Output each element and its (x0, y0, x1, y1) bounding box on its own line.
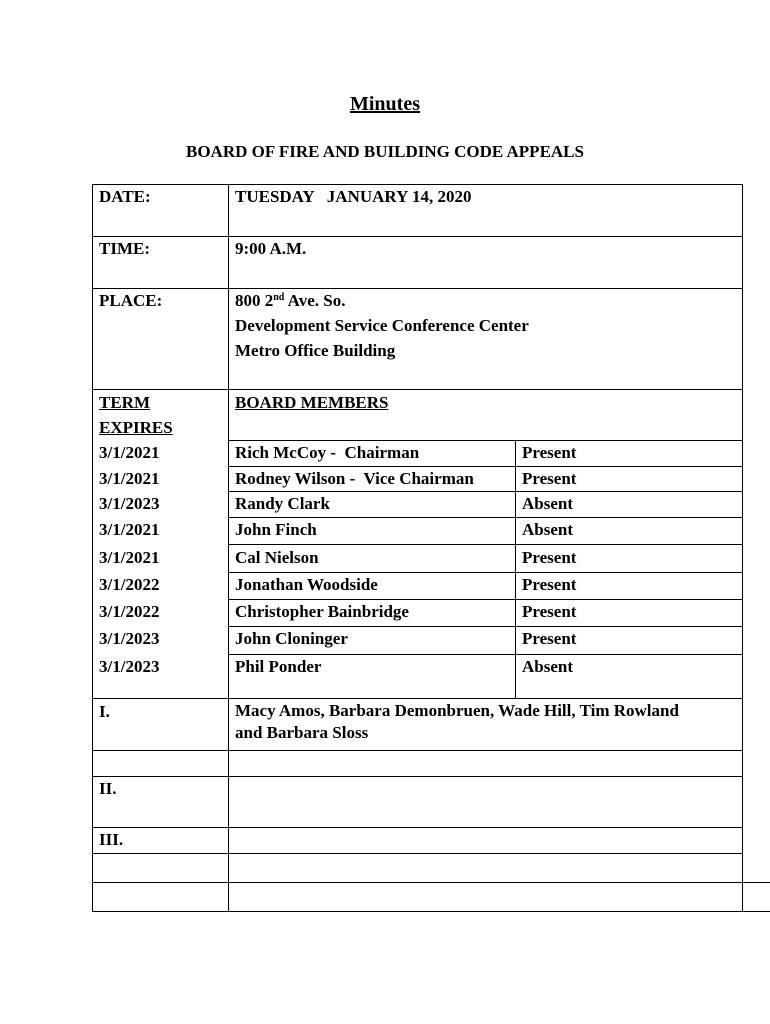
document-subtitle: BOARD OF FIRE AND BUILDING CODE APPEALS (186, 142, 584, 161)
member-name: Phil Ponder (235, 657, 322, 676)
place-address-street: Ave. So. (284, 291, 346, 310)
member-name: John Cloninger (235, 629, 348, 648)
place-address (228, 288, 742, 313)
term-expires-header (92, 390, 228, 440)
section-3-label: III. (99, 830, 124, 849)
member-name: Cal Nielson (235, 548, 319, 567)
term-header-line1: TERM (99, 393, 150, 412)
member-name: Christopher Bainbridge (235, 602, 409, 621)
time-label: TIME: (99, 239, 150, 258)
member-name: Jonathan Woodside (235, 575, 378, 594)
place-address-number: 800 2 (235, 291, 274, 310)
member-name: Randy Clark (235, 494, 330, 513)
place-building: Metro Office Building (235, 341, 396, 360)
member-term: 3/1/2022 (99, 602, 160, 621)
member-term: 3/1/2021 (99, 443, 160, 462)
place-address-ordinal: nd (273, 292, 285, 303)
section-1-label: I. (99, 702, 110, 721)
place-venue: Development Service Conference Center (235, 316, 529, 335)
member-status: Absent (522, 494, 574, 513)
member-status: Present (522, 602, 577, 621)
section-1-text-line1: Macy Amos, Barbara Demonbruen, Wade Hill, Tim Rowland (235, 701, 679, 720)
member-status: Present (522, 548, 577, 567)
time-value: 9:00 A.M. (235, 239, 307, 258)
board-members-header: BOARD MEMBERS (235, 393, 389, 412)
member-term: 3/1/2023 (99, 657, 160, 676)
term-header-line2: EXPIRES (99, 418, 173, 437)
member-term: 3/1/2021 (99, 548, 160, 567)
member-status: Present (522, 443, 577, 462)
member-name: John Finch (235, 520, 317, 539)
member-term: 3/1/2022 (99, 575, 160, 594)
member-term: 3/1/2023 (99, 629, 160, 648)
member-name: Rodney Wilson - Vice Chairman (235, 469, 474, 488)
section-1-text-line2: and Barbara Sloss (235, 723, 369, 742)
member-term: 3/1/2023 (99, 494, 160, 513)
member-status: Absent (522, 520, 574, 539)
member-term: 3/1/2021 (99, 520, 160, 539)
member-status: Present (522, 469, 577, 488)
document-title: Minutes (350, 93, 420, 115)
member-name: Rich McCoy - Chairman (235, 443, 420, 462)
member-term: 3/1/2021 (99, 469, 160, 488)
section-1-text (228, 699, 742, 744)
date-label: DATE: (99, 187, 151, 206)
member-status: Absent (522, 657, 574, 676)
date-value: TUESDAY JANUARY 14, 2020 (235, 187, 472, 206)
member-status: Present (522, 629, 577, 648)
member-status: Present (522, 575, 577, 594)
place-label: PLACE: (99, 291, 163, 310)
section-2-label: II. (99, 779, 117, 798)
